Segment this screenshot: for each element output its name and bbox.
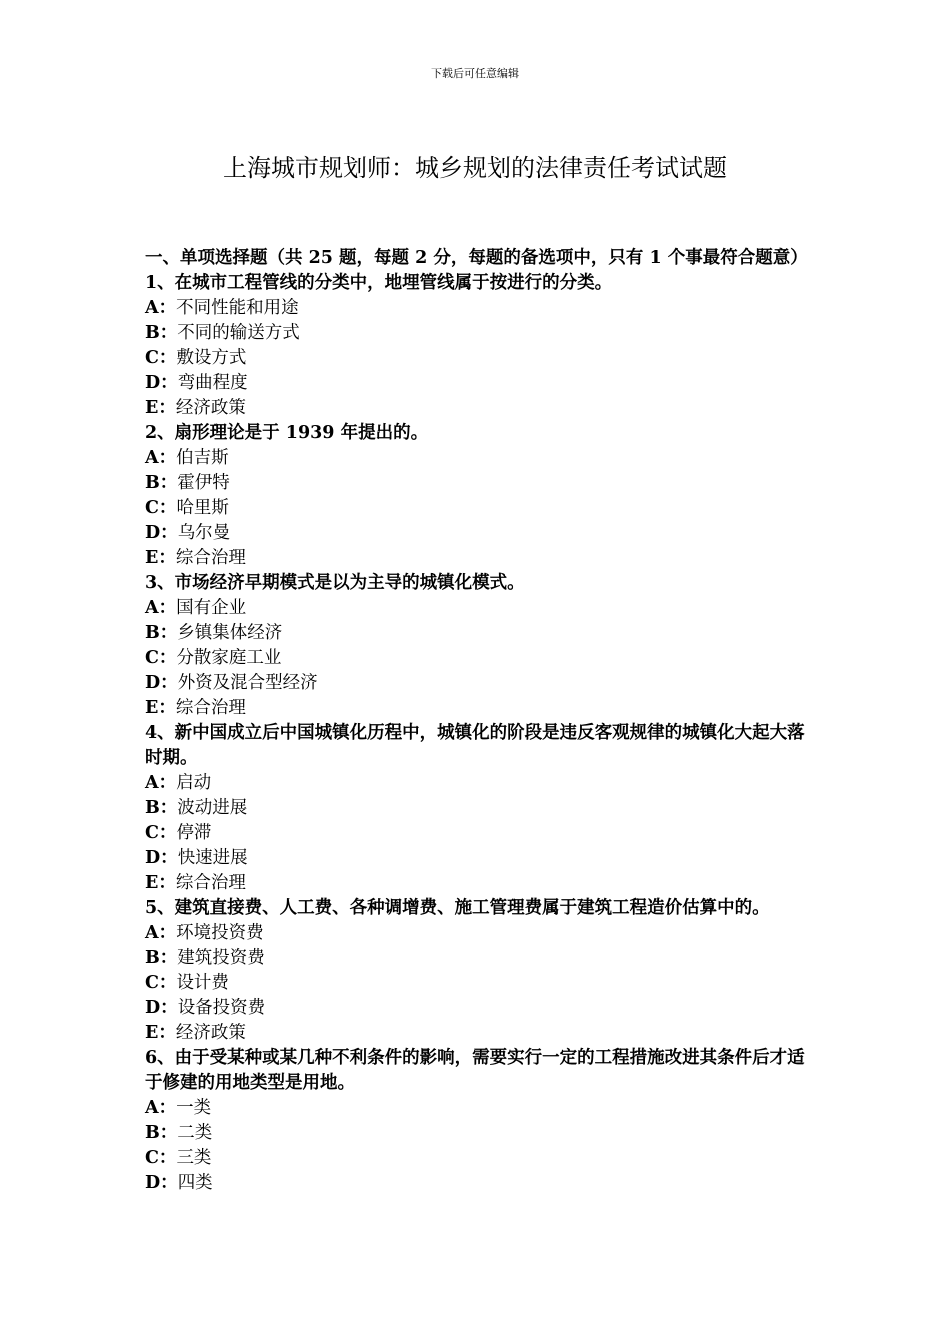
option-text: 启动 xyxy=(176,773,212,793)
option-letter: B： xyxy=(145,623,178,643)
option-text: 不同的输送方式 xyxy=(177,323,300,343)
option-letter: D： xyxy=(145,998,178,1018)
option-text: 外资及混合型经济 xyxy=(177,673,318,693)
option-text: 停滞 xyxy=(176,823,212,843)
answer-option xyxy=(145,521,817,546)
option-letter: A： xyxy=(145,1098,177,1118)
question-text: 4、新中国成立后中国城镇化历程中，城镇化的阶段是违反客观规律的城镇化大起大落时期。 xyxy=(145,723,805,768)
answer-option xyxy=(145,471,817,496)
option-text: 弯曲程度 xyxy=(177,373,248,393)
option-text: 二类 xyxy=(177,1123,213,1143)
answer-option xyxy=(145,1171,817,1196)
answer-option xyxy=(145,296,817,321)
option-text: 综合治理 xyxy=(175,698,246,718)
option-letter: E： xyxy=(145,1023,176,1043)
option-text: 波动进展 xyxy=(177,798,248,818)
option-letter: C： xyxy=(145,648,177,668)
answer-option xyxy=(145,396,817,421)
option-letter: B： xyxy=(145,1123,178,1143)
option-text: 哈里斯 xyxy=(176,498,229,518)
answer-option xyxy=(145,321,817,346)
answer-option xyxy=(145,996,817,1021)
answer-option xyxy=(145,921,817,946)
option-letter: B： xyxy=(145,473,178,493)
option-text: 分散家庭工业 xyxy=(176,648,282,668)
answer-option xyxy=(145,796,817,821)
answer-option xyxy=(145,1146,817,1171)
answer-option xyxy=(145,1121,817,1146)
question-text: 2、扇形理论是于 1939 年提出的。 xyxy=(145,423,429,443)
option-letter: A： xyxy=(145,598,177,618)
option-text: 四类 xyxy=(177,1173,213,1193)
question-text: 1、在城市工程管线的分类中，地埋管线属于按进行的分类。 xyxy=(145,273,613,293)
option-text: 设计费 xyxy=(176,973,229,993)
option-letter: D： xyxy=(145,848,178,868)
option-text: 快速进展 xyxy=(177,848,248,868)
document-body xyxy=(145,246,817,1196)
option-text: 敷设方式 xyxy=(176,348,247,368)
option-letter: C： xyxy=(145,498,177,518)
option-text: 国有企业 xyxy=(176,598,247,618)
option-text: 建筑投资费 xyxy=(177,948,265,968)
section-heading: 一、单项选择题（共 25 题，每题 2 分，每题的备选项中，只有 1 个事最符合题意） xyxy=(145,248,808,268)
answer-option xyxy=(145,1021,817,1046)
option-text: 综合治理 xyxy=(175,548,246,568)
answer-option xyxy=(145,696,817,721)
option-letter: E： xyxy=(145,398,176,418)
answer-option xyxy=(145,771,817,796)
answer-option xyxy=(145,496,817,521)
option-letter: B： xyxy=(145,323,178,343)
option-text: 不同性能和用途 xyxy=(176,298,299,318)
question-text: 3、市场经济早期模式是以为主导的城镇化模式。 xyxy=(145,573,525,593)
answer-option xyxy=(145,871,817,896)
option-text: 综合治理 xyxy=(175,873,246,893)
option-letter: C： xyxy=(145,348,177,368)
option-text: 环境投资费 xyxy=(176,923,264,943)
answer-option xyxy=(145,971,817,996)
option-letter: A： xyxy=(145,298,177,318)
option-text: 乌尔曼 xyxy=(177,523,231,543)
option-text: 经济政策 xyxy=(175,1023,246,1043)
option-text: 经济政策 xyxy=(175,398,246,418)
option-letter: C： xyxy=(145,973,177,993)
answer-option xyxy=(145,671,817,696)
option-letter: B： xyxy=(145,798,178,818)
header-note: 下载后可任意编辑 xyxy=(431,67,519,80)
question-list xyxy=(145,271,817,1196)
answer-option xyxy=(145,596,817,621)
option-letter: C： xyxy=(145,1148,177,1168)
option-letter: D： xyxy=(145,1173,178,1193)
option-letter: A： xyxy=(145,773,177,793)
answer-option xyxy=(145,946,817,971)
answer-option xyxy=(145,546,817,571)
option-text: 一类 xyxy=(176,1098,212,1118)
option-text: 三类 xyxy=(176,1148,212,1168)
option-text: 霍伊特 xyxy=(177,473,230,493)
answer-option xyxy=(145,346,817,371)
option-letter: E： xyxy=(145,698,176,718)
option-text: 乡镇集体经济 xyxy=(177,623,283,643)
option-letter: A： xyxy=(145,923,177,943)
option-letter: B： xyxy=(145,948,178,968)
option-letter: E： xyxy=(145,548,176,568)
question-text: 6、由于受某种或某几种不利条件的影响，需要实行一定的工程措施改进其条件后才适于修建的用地类型是用地。 xyxy=(145,1048,805,1093)
answer-option xyxy=(145,446,817,471)
answer-option xyxy=(145,821,817,846)
answer-option xyxy=(145,371,817,396)
option-letter: A： xyxy=(145,448,177,468)
option-letter: E： xyxy=(145,873,176,893)
option-letter: D： xyxy=(145,673,178,693)
option-text: 设备投资费 xyxy=(177,998,266,1018)
option-letter: D： xyxy=(145,373,178,393)
option-text: 伯吉斯 xyxy=(176,448,229,468)
answer-option xyxy=(145,646,817,671)
answer-option xyxy=(145,846,817,871)
option-letter: D： xyxy=(145,523,178,543)
question-text: 5、建筑直接费、人工费、各种调增费、施工管理费属于建筑工程造价估算中的。 xyxy=(145,898,770,918)
document-title: 上海城市规划师：城乡规划的法律责任考试试题 xyxy=(223,154,727,182)
option-letter: C： xyxy=(145,823,177,843)
answer-option xyxy=(145,1096,817,1121)
answer-option xyxy=(145,621,817,646)
